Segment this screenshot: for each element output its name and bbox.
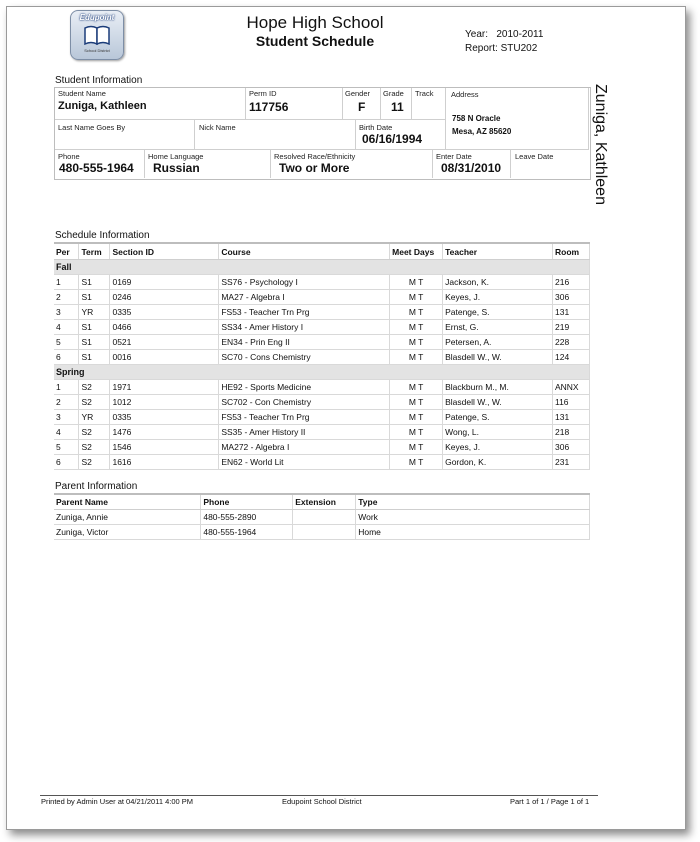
cell-per: 4 [54, 425, 79, 440]
report-title: Student Schedule [255, 33, 375, 49]
schedule-row [54, 440, 590, 455]
cell-teacher: Blasdell W., W. [443, 350, 553, 365]
cell-meet-days: M T [390, 380, 443, 395]
cell-teacher: Ernst, G. [443, 320, 553, 335]
student-name: Zuniga, Kathleen [58, 100, 147, 112]
semester-row [54, 365, 590, 380]
semester-label: Fall [54, 260, 590, 275]
last-name-goes-by-label: Last Name Goes By [58, 123, 126, 132]
year-line [465, 29, 543, 40]
schedule-row [54, 320, 590, 335]
track-cell [412, 88, 446, 120]
cell-meet-days: M T [390, 395, 443, 410]
nick-name-label: Nick Name [199, 123, 236, 132]
cell-parent-type: Home [356, 525, 590, 540]
race-cell [271, 150, 433, 178]
cell-per: 4 [54, 320, 79, 335]
parent-header-row [54, 494, 590, 510]
enter-date-label: Enter Date [436, 152, 472, 161]
vertical-student-name [589, 84, 609, 214]
birth-date: 06/16/1994 [362, 132, 423, 146]
cell-room: ANNX [552, 380, 589, 395]
schedule-row [54, 335, 590, 350]
cell-room: 228 [552, 335, 589, 350]
cell-per: 1 [54, 380, 79, 395]
parent-table [54, 493, 590, 540]
cell-course: MA272 - Algebra I [219, 440, 390, 455]
enter-date: 08/31/2010 [441, 161, 502, 175]
cell-section-id: 0335 [110, 305, 219, 320]
leave-date-cell [511, 150, 589, 178]
cell-course: SS76 - Psychology I [219, 275, 390, 290]
cell-term: S1 [79, 350, 110, 365]
parent-row [54, 525, 590, 540]
cell-course: SS34 - Amer History I [219, 320, 390, 335]
footer-pages: Part 1 of 1 / Page 1 of 1 [510, 797, 590, 806]
cell-parent-extension [293, 510, 356, 525]
cell-term: S2 [79, 425, 110, 440]
report-label: Report: [465, 43, 498, 54]
cell-meet-days: M T [390, 320, 443, 335]
cell-per: 6 [54, 350, 79, 365]
logo-brand: Edupoint [79, 13, 115, 22]
cell-course: EN34 - Prin Eng II [219, 335, 390, 350]
parent-info-title: Parent Information [55, 481, 138, 492]
footer-printed: Printed by Admin User at 04/21/2011 4:00 PM [41, 797, 194, 806]
cell-meet-days: M T [390, 440, 443, 455]
home-language-label: Home Language [148, 152, 204, 161]
cell-term: S1 [79, 320, 110, 335]
cell-term: S2 [79, 440, 110, 455]
gender-cell [343, 88, 381, 120]
schedule-table [54, 242, 590, 470]
phone-cell [55, 150, 145, 178]
cell-teacher: Gordon, K. [443, 455, 553, 470]
cell-meet-days: M T [390, 290, 443, 305]
cell-room: 216 [552, 275, 589, 290]
cell-teacher: Wong, L. [443, 425, 553, 440]
cell-room: 231 [552, 455, 589, 470]
cell-per: 3 [54, 305, 79, 320]
schedule-header-row [54, 243, 590, 260]
cell-teacher: Patenge, S. [443, 410, 553, 425]
home-language: Russian [153, 161, 200, 175]
birth-date-label: Birth Date [359, 123, 393, 132]
address-line-2: Mesa, AZ 85620 [452, 127, 512, 136]
cell-meet-days: M T [390, 425, 443, 440]
perm-id: 117756 [249, 100, 289, 114]
phone: 480-555-1964 [59, 161, 134, 175]
address-line-1: 758 N Oracle [452, 114, 501, 123]
cell-per: 5 [54, 440, 79, 455]
perm-id-label: Perm ID [249, 89, 277, 98]
schedule-row [54, 380, 590, 395]
cell-section-id: 0335 [110, 410, 219, 425]
cell-per: 5 [54, 335, 79, 350]
cell-room: 219 [552, 320, 589, 335]
enter-date-cell [433, 150, 511, 178]
cell-teacher: Petersen, A. [443, 335, 553, 350]
cell-term: S1 [79, 275, 110, 290]
logo-subtitle: School District [84, 48, 110, 53]
year-value: 2010-2011 [496, 29, 544, 40]
cell-course: EN62 - World Lit [219, 455, 390, 470]
cell-section-id: 1616 [110, 455, 219, 470]
col-meet-days: Meet Days [390, 243, 443, 260]
grade-cell [381, 88, 412, 120]
col-parent-type: Type [356, 494, 590, 510]
cell-parent-phone: 480-555-1964 [201, 525, 293, 540]
address-cell [446, 88, 589, 150]
nick-name-cell [195, 120, 356, 150]
cell-course: SC702 - Con Chemistry [219, 395, 390, 410]
schedule-row [54, 350, 590, 365]
student-name-label: Student Name [58, 89, 106, 98]
cell-section-id: 0246 [110, 290, 219, 305]
vertical-student-name-text: Zuniga, Kathleen [592, 84, 609, 205]
cell-section-id: 1476 [110, 425, 219, 440]
cell-course: HE92 - Sports Medicine [219, 380, 390, 395]
schedule-row [54, 305, 590, 320]
cell-term: S1 [79, 290, 110, 305]
track-label: Track [415, 89, 434, 98]
cell-section-id: 1546 [110, 440, 219, 455]
col-term: Term [79, 243, 110, 260]
cell-meet-days: M T [390, 410, 443, 425]
cell-parent-name: Zuniga, Victor [54, 525, 201, 540]
race: Two or More [279, 161, 350, 175]
birth-date-cell [356, 120, 446, 150]
year-label: Year: [465, 29, 488, 40]
cell-per: 2 [54, 290, 79, 305]
last-name-goes-by-cell [55, 120, 195, 150]
cell-teacher: Keyes, J. [443, 440, 553, 455]
cell-meet-days: M T [390, 275, 443, 290]
cell-parent-phone: 480-555-2890 [201, 510, 293, 525]
schedule-row [54, 455, 590, 470]
cell-per: 6 [54, 455, 79, 470]
home-language-cell [145, 150, 271, 178]
schedule-info-title: Schedule Information [55, 230, 150, 241]
cell-term: YR [79, 410, 110, 425]
edupoint-logo [70, 10, 124, 60]
book-icon [83, 25, 111, 45]
col-room: Room [552, 243, 589, 260]
cell-teacher: Keyes, J. [443, 290, 553, 305]
cell-meet-days: M T [390, 455, 443, 470]
phone-label: Phone [58, 152, 80, 161]
cell-per: 1 [54, 275, 79, 290]
cell-room: 306 [552, 290, 589, 305]
schedule-row [54, 275, 590, 290]
cell-teacher: Blasdell W., W. [443, 395, 553, 410]
footer-divider [40, 795, 598, 796]
parent-row [54, 510, 590, 525]
cell-course: SC70 - Cons Chemistry [219, 350, 390, 365]
gender: F [358, 100, 366, 114]
schedule-row [54, 410, 590, 425]
semester-label: Spring [54, 365, 590, 380]
cell-section-id: 1012 [110, 395, 219, 410]
col-parent-phone: Phone [201, 494, 293, 510]
col-per: Per [54, 243, 79, 260]
report-line [465, 43, 537, 54]
cell-section-id: 0016 [110, 350, 219, 365]
cell-parent-name: Zuniga, Annie [54, 510, 201, 525]
cell-course: FS53 - Teacher Trn Prg [219, 410, 390, 425]
cell-teacher: Blackburn M., M. [443, 380, 553, 395]
cell-meet-days: M T [390, 305, 443, 320]
address-label: Address [451, 90, 479, 99]
cell-term: S2 [79, 380, 110, 395]
grade-label: Grade [383, 89, 404, 98]
cell-teacher: Jackson, K. [443, 275, 553, 290]
cell-course: MA27 - Algebra I [219, 290, 390, 305]
cell-room: 306 [552, 440, 589, 455]
col-parent-name: Parent Name [54, 494, 201, 510]
schedule-row [54, 425, 590, 440]
gender-label: Gender [345, 89, 371, 98]
cell-per: 3 [54, 410, 79, 425]
cell-course: FS53 - Teacher Trn Prg [219, 305, 390, 320]
cell-term: S2 [79, 455, 110, 470]
cell-term: S2 [79, 395, 110, 410]
col-teacher: Teacher [443, 243, 553, 260]
race-label: Resolved Race/Ethnicity [274, 152, 356, 161]
cell-section-id: 0169 [110, 275, 219, 290]
cell-room: 124 [552, 350, 589, 365]
schedule-row [54, 290, 590, 305]
col-section-id: Section ID [110, 243, 219, 260]
perm-id-cell [246, 88, 343, 120]
cell-term: YR [79, 305, 110, 320]
footer-district: Edupoint School District [282, 797, 362, 806]
cell-room: 131 [552, 410, 589, 425]
cell-room: 131 [552, 305, 589, 320]
cell-room: 218 [552, 425, 589, 440]
cell-room: 116 [552, 395, 589, 410]
cell-parent-extension [293, 525, 356, 540]
cell-meet-days: M T [390, 335, 443, 350]
cell-parent-type: Work [356, 510, 590, 525]
grade: 11 [391, 100, 404, 114]
col-parent-extension: Extension [293, 494, 356, 510]
school-name: Hope High School [246, 13, 384, 32]
cell-teacher: Patenge, S. [443, 305, 553, 320]
schedule-row [54, 395, 590, 410]
cell-section-id: 1971 [110, 380, 219, 395]
student-info-title: Student Information [55, 75, 143, 86]
student-name-cell [55, 88, 246, 120]
cell-per: 2 [54, 395, 79, 410]
col-course: Course [219, 243, 390, 260]
leave-date-label: Leave Date [515, 152, 554, 161]
cell-term: S1 [79, 335, 110, 350]
cell-meet-days: M T [390, 350, 443, 365]
cell-section-id: 0521 [110, 335, 219, 350]
cell-course: SS35 - Amer History II [219, 425, 390, 440]
report-value: STU202 [500, 43, 538, 54]
semester-row [54, 260, 590, 275]
cell-section-id: 0466 [110, 320, 219, 335]
